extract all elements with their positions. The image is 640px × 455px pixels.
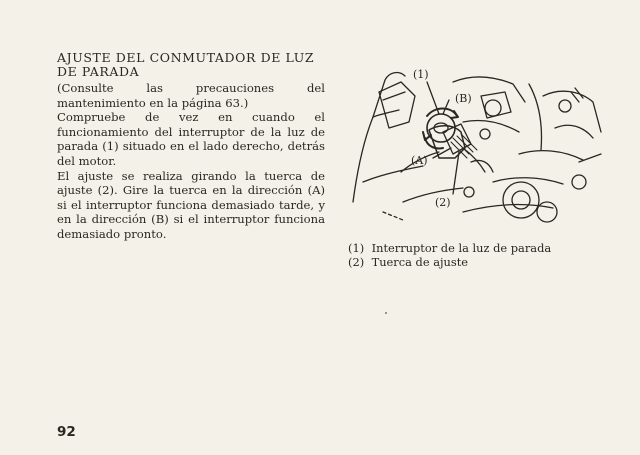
figure-caption [348, 241, 618, 269]
caption-text: Interruptor de la luz de parada [371, 241, 552, 255]
callout-2: (2) [435, 196, 451, 209]
callout-1: (1) [413, 68, 429, 81]
body-text [57, 81, 325, 242]
caption-number: (2) [348, 255, 365, 269]
caption-item [348, 255, 618, 269]
caption-text: Tuerca de ajuste [371, 255, 469, 269]
section-title: AJUSTE DEL CONMUTADOR DE LUZ DE PARADA [57, 50, 315, 79]
paragraph-check-switch: Compruebe de vez en cuando el funcionamiento del interruptor de la luz de parada (1) situado en el lado derecho, detrás del motor. [57, 110, 325, 168]
illustration-svg [343, 62, 605, 232]
callout-b: (B) [455, 92, 472, 105]
paragraph-maintenance-note: (Consulte las precauciones del mantenimiento en la página 63.) [57, 81, 325, 110]
print-speck [385, 312, 387, 314]
brake-light-switch-illustration [343, 62, 605, 232]
paragraph-adjustment: El ajuste se realiza girando la tuerca de ajuste (2). Gire la tuerca en la dirección (A) si el interruptor funciona demasiado tarde, y en la dirección (B) si el interruptor funciona demasiado pronto. [57, 168, 325, 241]
caption-item [348, 241, 618, 255]
page-number: 92 [57, 424, 76, 440]
callout-a: (A) [411, 154, 428, 167]
caption-number: (1) [348, 241, 365, 255]
